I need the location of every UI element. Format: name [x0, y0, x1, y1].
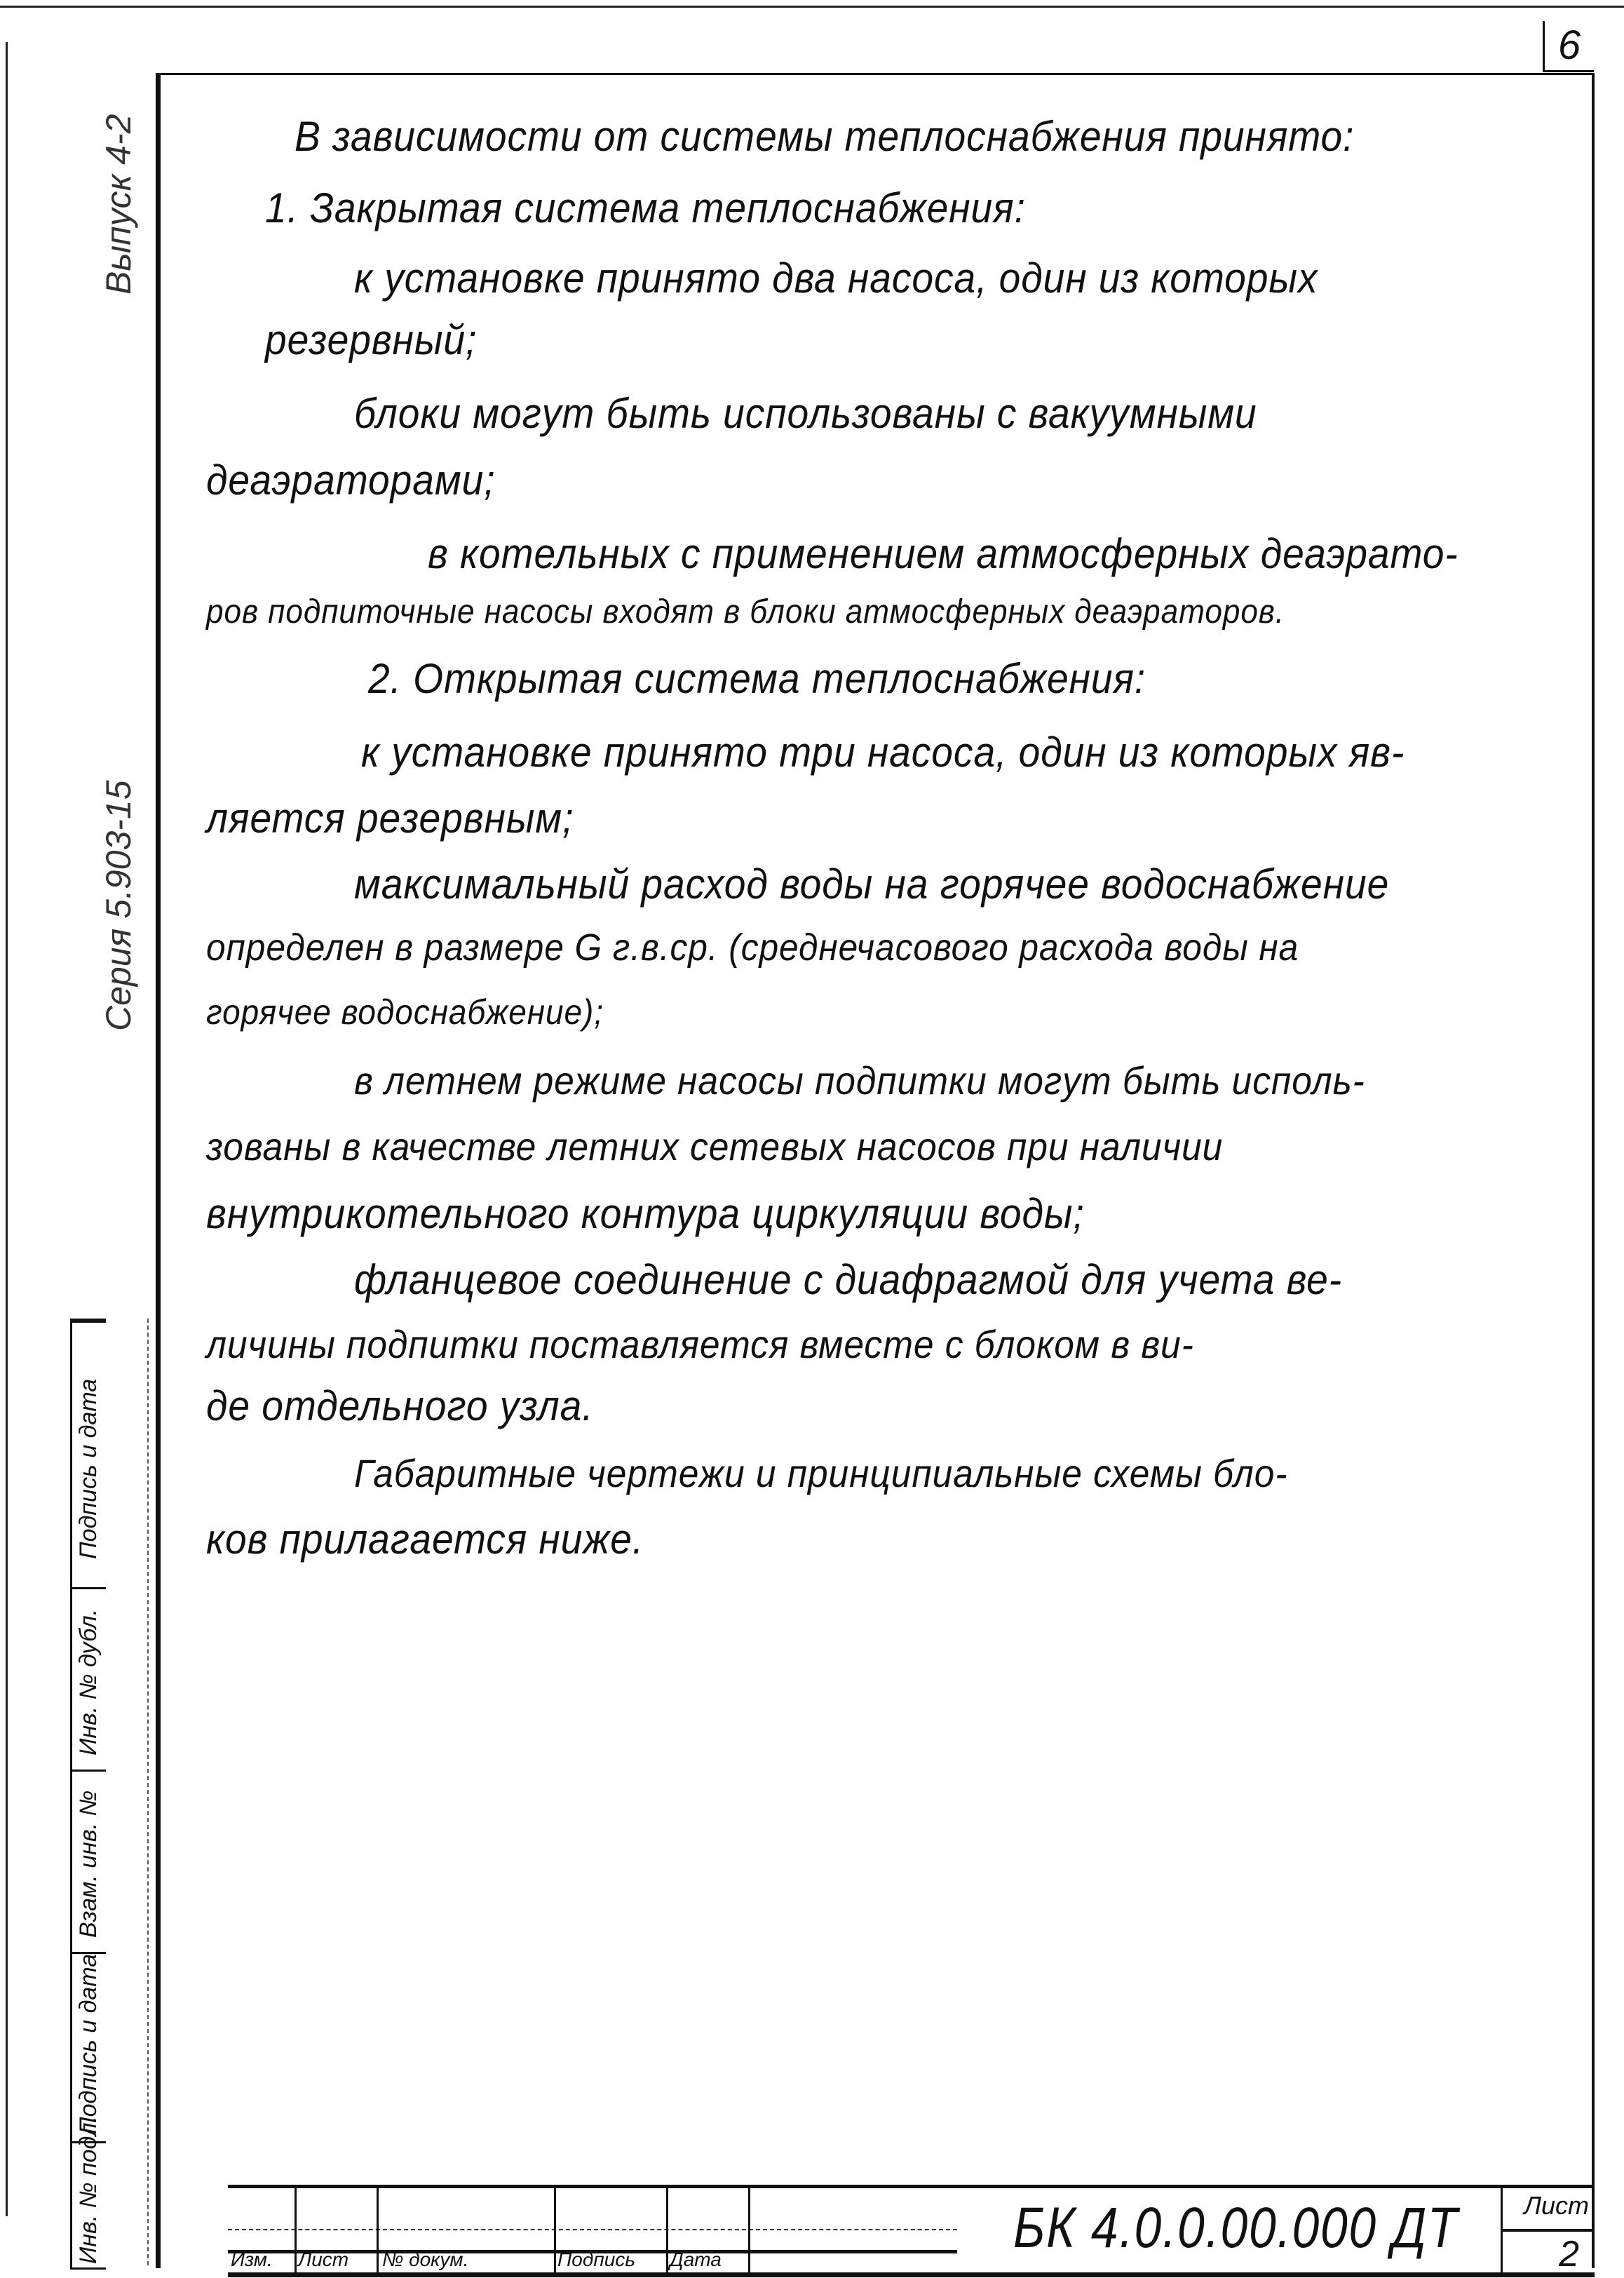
- text-line: ляется резервным;: [206, 795, 574, 842]
- strip-label: Подпись и дата: [75, 1953, 102, 2134]
- document-code: БК 4.0.0.00.000 ДТ: [1013, 2196, 1459, 2260]
- text-line: 2. Открытая система теплоснабжения:: [368, 655, 1146, 702]
- title-block: [228, 2185, 1595, 2277]
- text-line: 1. Закрытая система теплоснабжения:: [265, 184, 1026, 231]
- margin-dashed-line: [147, 1319, 149, 2265]
- text-line: максимальный расход воды на горячее водоснабжение: [354, 861, 1390, 908]
- text-line: внутрикотельного контура циркуляции воды;: [206, 1190, 1085, 1237]
- page-number: 6: [1543, 21, 1594, 72]
- strip-label: Подпись и дата: [75, 1378, 102, 1559]
- strip-label: Инв. № дубл.: [75, 1608, 102, 1755]
- stamp-col: [295, 2188, 297, 2272]
- text-line: в котельных с применением атмосферных деаэрато-: [428, 530, 1459, 577]
- text-line: де отдельного узла.: [206, 1382, 594, 1429]
- strip-cell: [72, 1587, 106, 1589]
- stamp-col: [748, 2188, 750, 2272]
- text-line: к установке принято два насоса, один из которых: [354, 255, 1318, 302]
- text-line: горячее водоснабжение);: [206, 992, 604, 1032]
- stamp-col: [377, 2188, 379, 2272]
- text-line: блоки могут быть использованы с вакуумными: [354, 390, 1257, 437]
- text-line: в летнем режиме насосы подпитки могут быть исполь-: [354, 1058, 1365, 1103]
- text-line: ков прилагается ниже.: [206, 1516, 644, 1563]
- strip-label: Инв. № подл.: [75, 2116, 102, 2264]
- stamp-col: [666, 2188, 668, 2272]
- text-line: личины подпитки поставляется вместе с блоком в ви-: [206, 1322, 1194, 1366]
- text-line: фланцевое соединение с диафрагмой для учета ве-: [354, 1256, 1343, 1303]
- text-line: деаэраторами;: [206, 457, 496, 504]
- text-line: определен в размере G г.в.ср. (среднечасового расхода воды на: [206, 926, 1299, 969]
- stamp-header-date: Дата: [670, 2249, 722, 2270]
- text-line: ров подпиточные насосы входят в блоки атмосферных деаэраторов.: [206, 593, 1285, 631]
- outer-border-top: [0, 6, 1624, 8]
- stamp-header-change: Изм.: [231, 2249, 273, 2270]
- stamp-header-sheet: Лист: [298, 2249, 349, 2270]
- sheet-label: Лист: [1524, 2191, 1589, 2220]
- text-line: к установке принято три насоса, один из которых яв-: [361, 729, 1405, 776]
- stamp-row-divider: [228, 2229, 957, 2230]
- text-line: зованы в качестве летних сетевых насосов при наличии: [206, 1124, 1224, 1168]
- outer-border-left: [6, 42, 8, 2216]
- series-label: Серия 5.903-15: [99, 780, 138, 1031]
- strip-label: Взам. инв. №: [75, 1790, 102, 1938]
- text-line: резервный;: [265, 316, 478, 363]
- stamp-header-doc: № докум.: [382, 2249, 469, 2270]
- sheet-number: 2: [1559, 2234, 1579, 2274]
- margin-strip: [70, 1319, 106, 2270]
- text-line: Габаритные чертежи и принципиальные схемы бло-: [354, 1451, 1288, 1495]
- stamp-header-signature: Подпись: [557, 2249, 636, 2270]
- text-line: В зависимости от системы теплоснабжения принято:: [295, 113, 1355, 160]
- strip-cell: [72, 1770, 106, 1772]
- stamp-col: [554, 2188, 556, 2272]
- issue-label: Выпуск 4-2: [99, 114, 138, 295]
- strip-cell: [72, 1321, 106, 1323]
- sheet-divider: [1501, 2229, 1595, 2232]
